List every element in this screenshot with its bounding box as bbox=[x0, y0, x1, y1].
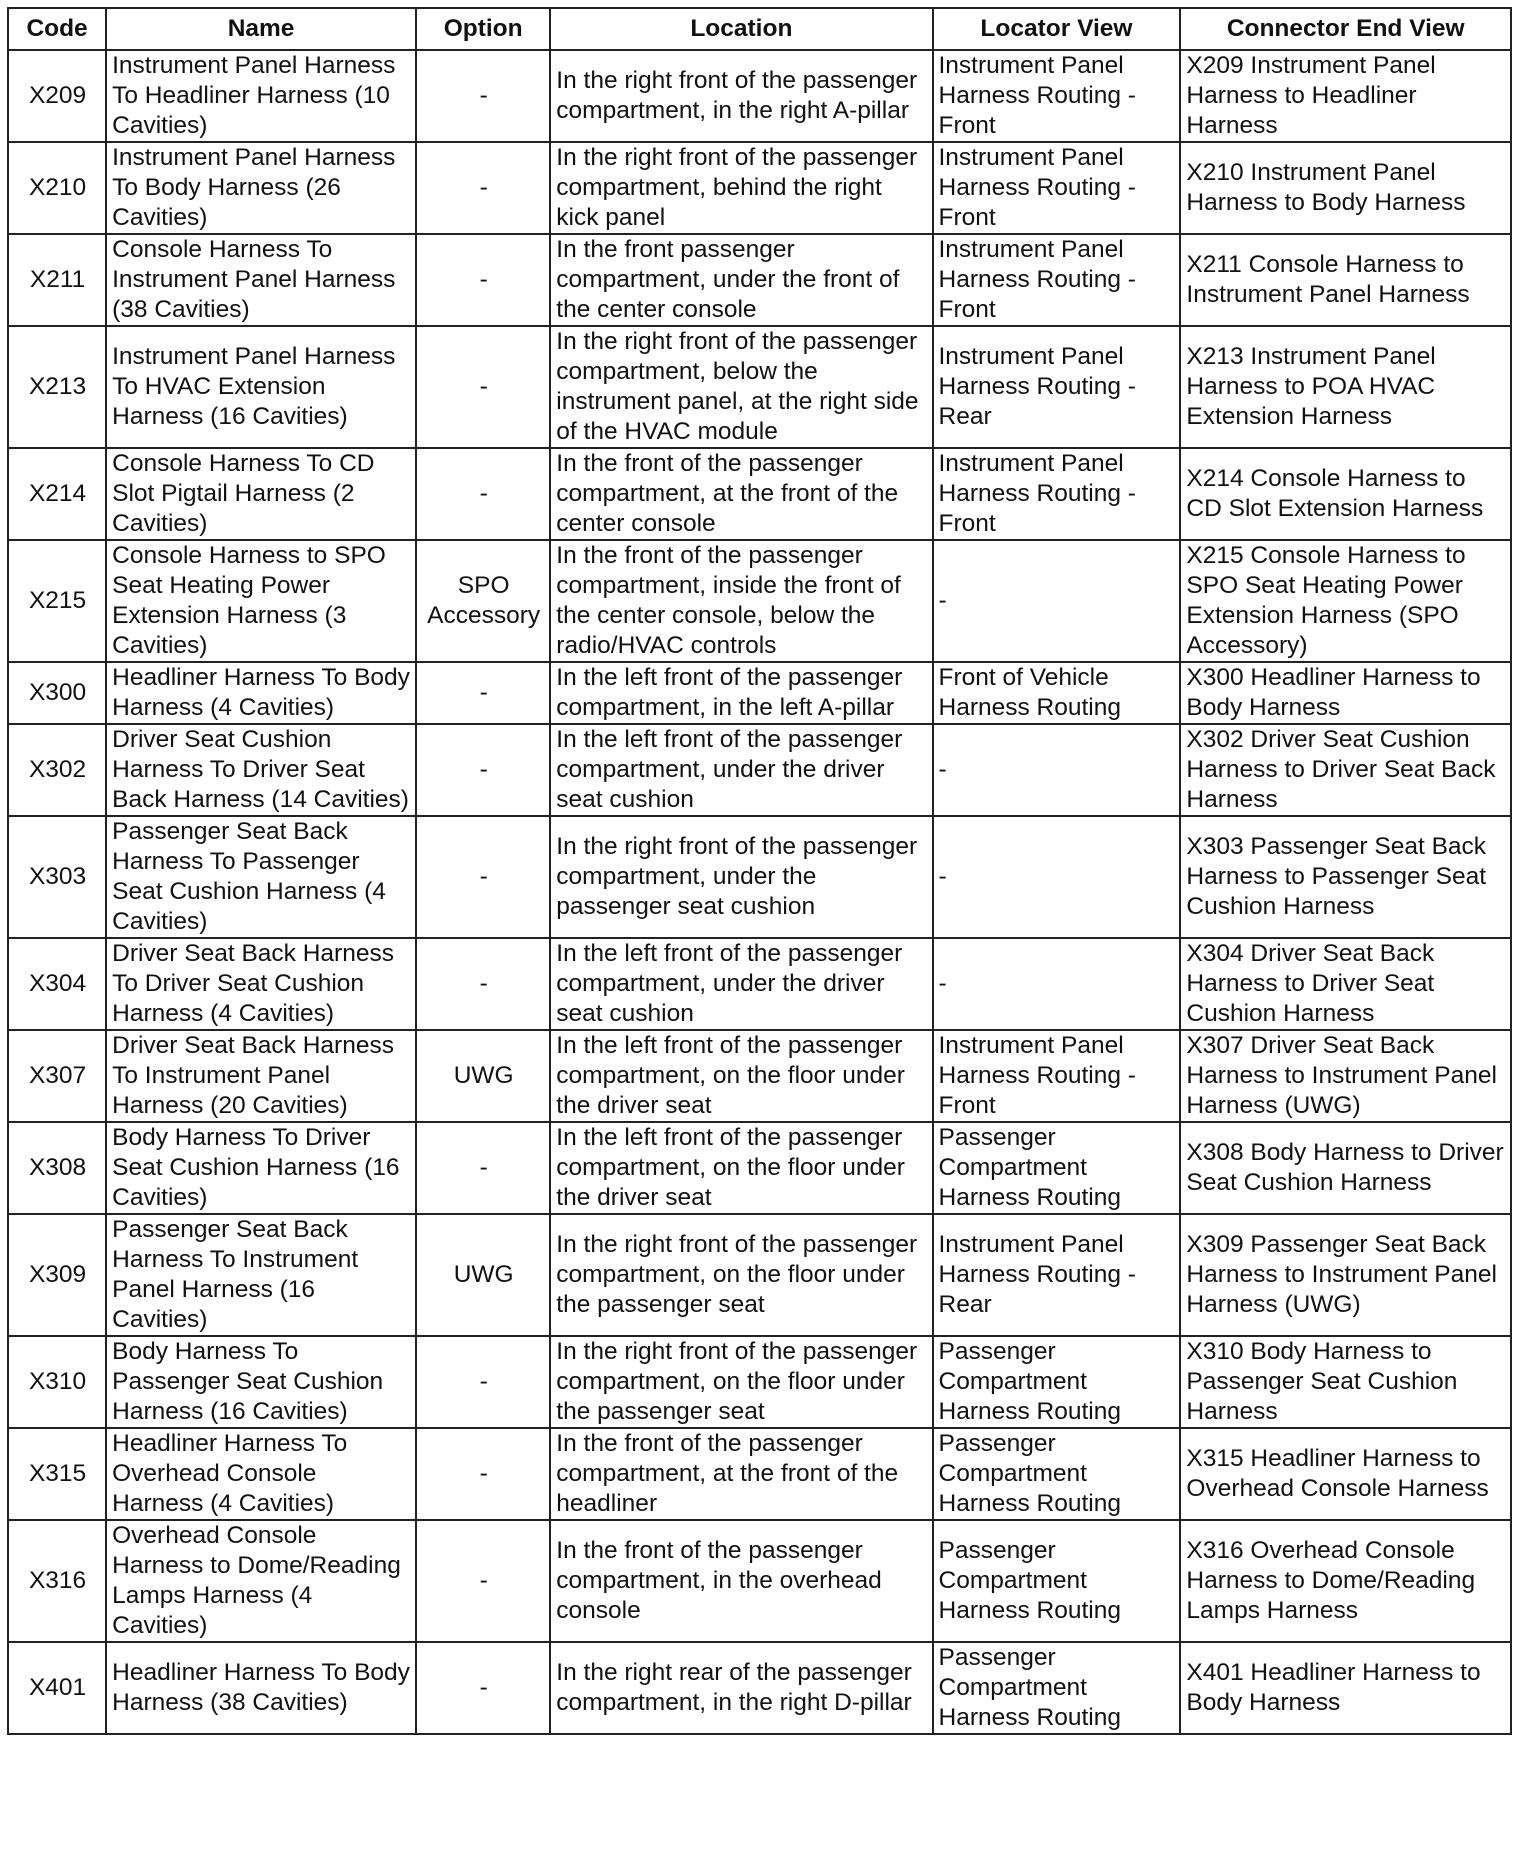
cell-connector-end-view: X215 Console Harness to SPO Seat Heating Power Extension Harness (SPO Accessory) bbox=[1180, 540, 1511, 662]
cell-locator-view: Passenger Compartment Harness Routing bbox=[933, 1520, 1181, 1642]
table-row bbox=[8, 142, 1511, 234]
cell-locator-view: Instrument Panel Harness Routing - Rear bbox=[933, 326, 1181, 448]
cell-locator-view: - bbox=[933, 816, 1181, 938]
cell-option: SPO Accessory bbox=[416, 540, 550, 662]
cell-code: X303 bbox=[8, 816, 106, 938]
cell-name: Passenger Seat Back Harness To Passenger Seat Cushion Harness (4 Cavities) bbox=[106, 816, 416, 938]
cell-name: Headliner Harness To Body Harness (38 Cavities) bbox=[106, 1642, 416, 1734]
table-row bbox=[8, 724, 1511, 816]
table-row bbox=[8, 1214, 1511, 1336]
cell-code: X210 bbox=[8, 142, 106, 234]
cell-code: X302 bbox=[8, 724, 106, 816]
cell-connector-end-view: X401 Headliner Harness to Body Harness bbox=[1180, 1642, 1511, 1734]
cell-code: X307 bbox=[8, 1030, 106, 1122]
cell-code: X310 bbox=[8, 1336, 106, 1428]
cell-option: - bbox=[416, 1336, 550, 1428]
cell-location: In the left front of the passenger compartment, on the floor under the driver seat bbox=[550, 1030, 932, 1122]
cell-option: - bbox=[416, 1520, 550, 1642]
cell-code: X308 bbox=[8, 1122, 106, 1214]
table-row bbox=[8, 50, 1511, 142]
header-connector-end-view: Connector End View bbox=[1180, 8, 1511, 50]
table-row bbox=[8, 662, 1511, 724]
cell-location: In the front of the passenger compartment, in the overhead console bbox=[550, 1520, 932, 1642]
cell-location: In the right front of the passenger compartment, below the instrument panel, at the right side of the HVAC module bbox=[550, 326, 932, 448]
header-name: Name bbox=[106, 8, 416, 50]
cell-name: Console Harness to SPO Seat Heating Power Extension Harness (3 Cavities) bbox=[106, 540, 416, 662]
cell-location: In the right front of the passenger compartment, behind the right kick panel bbox=[550, 142, 932, 234]
cell-option: - bbox=[416, 326, 550, 448]
cell-connector-end-view: X316 Overhead Console Harness to Dome/Reading Lamps Harness bbox=[1180, 1520, 1511, 1642]
table-header bbox=[8, 8, 1511, 50]
cell-name: Instrument Panel Harness To HVAC Extension Harness (16 Cavities) bbox=[106, 326, 416, 448]
cell-connector-end-view: X307 Driver Seat Back Harness to Instrument Panel Harness (UWG) bbox=[1180, 1030, 1511, 1122]
header-option: Option bbox=[416, 8, 550, 50]
cell-code: X304 bbox=[8, 938, 106, 1030]
cell-locator-view: - bbox=[933, 938, 1181, 1030]
cell-connector-end-view: X304 Driver Seat Back Harness to Driver Seat Cushion Harness bbox=[1180, 938, 1511, 1030]
cell-locator-view: - bbox=[933, 540, 1181, 662]
cell-locator-view: Passenger Compartment Harness Routing bbox=[933, 1428, 1181, 1520]
cell-location: In the front of the passenger compartment, at the front of the headliner bbox=[550, 1428, 932, 1520]
cell-locator-view: Instrument Panel Harness Routing - Front bbox=[933, 234, 1181, 326]
header-locator-view: Locator View bbox=[933, 8, 1181, 50]
table-row bbox=[8, 326, 1511, 448]
header-location: Location bbox=[550, 8, 932, 50]
cell-option: - bbox=[416, 1642, 550, 1734]
cell-option: - bbox=[416, 724, 550, 816]
cell-location: In the right front of the passenger compartment, on the floor under the passenger seat bbox=[550, 1336, 932, 1428]
cell-locator-view: Instrument Panel Harness Routing - Rear bbox=[933, 1214, 1181, 1336]
cell-connector-end-view: X310 Body Harness to Passenger Seat Cushion Harness bbox=[1180, 1336, 1511, 1428]
cell-location: In the left front of the passenger compartment, in the left A-pillar bbox=[550, 662, 932, 724]
cell-connector-end-view: X315 Headliner Harness to Overhead Console Harness bbox=[1180, 1428, 1511, 1520]
cell-option: UWG bbox=[416, 1214, 550, 1336]
cell-option: - bbox=[416, 816, 550, 938]
table-body bbox=[8, 50, 1511, 1734]
cell-connector-end-view: X209 Instrument Panel Harness to Headliner Harness bbox=[1180, 50, 1511, 142]
table-row bbox=[8, 938, 1511, 1030]
table-row bbox=[8, 1030, 1511, 1122]
cell-code: X211 bbox=[8, 234, 106, 326]
cell-name: Headliner Harness To Body Harness (4 Cavities) bbox=[106, 662, 416, 724]
cell-locator-view: Passenger Compartment Harness Routing bbox=[933, 1336, 1181, 1428]
cell-connector-end-view: X214 Console Harness to CD Slot Extension Harness bbox=[1180, 448, 1511, 540]
cell-option: - bbox=[416, 662, 550, 724]
table-row bbox=[8, 448, 1511, 540]
cell-location: In the left front of the passenger compartment, under the driver seat cushion bbox=[550, 938, 932, 1030]
header-code: Code bbox=[8, 8, 106, 50]
cell-option: - bbox=[416, 1122, 550, 1214]
cell-connector-end-view: X302 Driver Seat Cushion Harness to Driver Seat Back Harness bbox=[1180, 724, 1511, 816]
cell-connector-end-view: X308 Body Harness to Driver Seat Cushion Harness bbox=[1180, 1122, 1511, 1214]
cell-option: - bbox=[416, 234, 550, 326]
connector-table bbox=[7, 7, 1512, 1735]
table-row bbox=[8, 1642, 1511, 1734]
cell-name: Passenger Seat Back Harness To Instrument Panel Harness (16 Cavities) bbox=[106, 1214, 416, 1336]
cell-connector-end-view: X300 Headliner Harness to Body Harness bbox=[1180, 662, 1511, 724]
cell-code: X300 bbox=[8, 662, 106, 724]
connector-table-sheet bbox=[7, 7, 1512, 1735]
cell-name: Console Harness To Instrument Panel Harness (38 Cavities) bbox=[106, 234, 416, 326]
cell-connector-end-view: X303 Passenger Seat Back Harness to Passenger Seat Cushion Harness bbox=[1180, 816, 1511, 938]
cell-connector-end-view: X210 Instrument Panel Harness to Body Harness bbox=[1180, 142, 1511, 234]
table-row bbox=[8, 816, 1511, 938]
cell-locator-view: Front of Vehicle Harness Routing bbox=[933, 662, 1181, 724]
cell-name: Driver Seat Back Harness To Instrument Panel Harness (20 Cavities) bbox=[106, 1030, 416, 1122]
cell-name: Body Harness To Driver Seat Cushion Harness (16 Cavities) bbox=[106, 1122, 416, 1214]
cell-name: Body Harness To Passenger Seat Cushion Harness (16 Cavities) bbox=[106, 1336, 416, 1428]
cell-code: X215 bbox=[8, 540, 106, 662]
cell-connector-end-view: X309 Passenger Seat Back Harness to Instrument Panel Harness (UWG) bbox=[1180, 1214, 1511, 1336]
header-row bbox=[8, 8, 1511, 50]
table-row bbox=[8, 1122, 1511, 1214]
cell-location: In the front of the passenger compartment, at the front of the center console bbox=[550, 448, 932, 540]
cell-option: - bbox=[416, 448, 550, 540]
cell-locator-view: Passenger Compartment Harness Routing bbox=[933, 1642, 1181, 1734]
cell-name: Instrument Panel Harness To Headliner Harness (10 Cavities) bbox=[106, 50, 416, 142]
cell-location: In the left front of the passenger compartment, under the driver seat cushion bbox=[550, 724, 932, 816]
cell-code: X309 bbox=[8, 1214, 106, 1336]
cell-location: In the left front of the passenger compartment, on the floor under the driver seat bbox=[550, 1122, 932, 1214]
cell-name: Driver Seat Back Harness To Driver Seat Cushion Harness (4 Cavities) bbox=[106, 938, 416, 1030]
table-row bbox=[8, 234, 1511, 326]
cell-locator-view: Passenger Compartment Harness Routing bbox=[933, 1122, 1181, 1214]
cell-locator-view: Instrument Panel Harness Routing - Front bbox=[933, 142, 1181, 234]
cell-locator-view: - bbox=[933, 724, 1181, 816]
cell-locator-view: Instrument Panel Harness Routing - Front bbox=[933, 448, 1181, 540]
cell-option: - bbox=[416, 1428, 550, 1520]
cell-location: In the right rear of the passenger compartment, in the right D-pillar bbox=[550, 1642, 932, 1734]
cell-connector-end-view: X211 Console Harness to Instrument Panel Harness bbox=[1180, 234, 1511, 326]
cell-location: In the front of the passenger compartment, inside the front of the center console, below the radio/HVAC controls bbox=[550, 540, 932, 662]
table-row bbox=[8, 1428, 1511, 1520]
cell-locator-view: Instrument Panel Harness Routing - Front bbox=[933, 50, 1181, 142]
cell-code: X315 bbox=[8, 1428, 106, 1520]
cell-location: In the right front of the passenger compartment, in the right A-pillar bbox=[550, 50, 932, 142]
cell-code: X401 bbox=[8, 1642, 106, 1734]
table-row bbox=[8, 1520, 1511, 1642]
cell-option: - bbox=[416, 938, 550, 1030]
cell-name: Overhead Console Harness to Dome/Reading Lamps Harness (4 Cavities) bbox=[106, 1520, 416, 1642]
cell-location: In the right front of the passenger compartment, on the floor under the passenger seat bbox=[550, 1214, 932, 1336]
cell-code: X209 bbox=[8, 50, 106, 142]
cell-option: UWG bbox=[416, 1030, 550, 1122]
cell-option: - bbox=[416, 142, 550, 234]
cell-connector-end-view: X213 Instrument Panel Harness to POA HVAC Extension Harness bbox=[1180, 326, 1511, 448]
cell-name: Instrument Panel Harness To Body Harness (26 Cavities) bbox=[106, 142, 416, 234]
cell-location: In the front passenger compartment, under the front of the center console bbox=[550, 234, 932, 326]
table-row bbox=[8, 1336, 1511, 1428]
table-row bbox=[8, 540, 1511, 662]
cell-location: In the right front of the passenger compartment, under the passenger seat cushion bbox=[550, 816, 932, 938]
cell-name: Headliner Harness To Overhead Console Harness (4 Cavities) bbox=[106, 1428, 416, 1520]
cell-name: Console Harness To CD Slot Pigtail Harness (2 Cavities) bbox=[106, 448, 416, 540]
cell-locator-view: Instrument Panel Harness Routing - Front bbox=[933, 1030, 1181, 1122]
cell-code: X214 bbox=[8, 448, 106, 540]
cell-code: X316 bbox=[8, 1520, 106, 1642]
cell-option: - bbox=[416, 50, 550, 142]
cell-name: Driver Seat Cushion Harness To Driver Seat Back Harness (14 Cavities) bbox=[106, 724, 416, 816]
cell-code: X213 bbox=[8, 326, 106, 448]
